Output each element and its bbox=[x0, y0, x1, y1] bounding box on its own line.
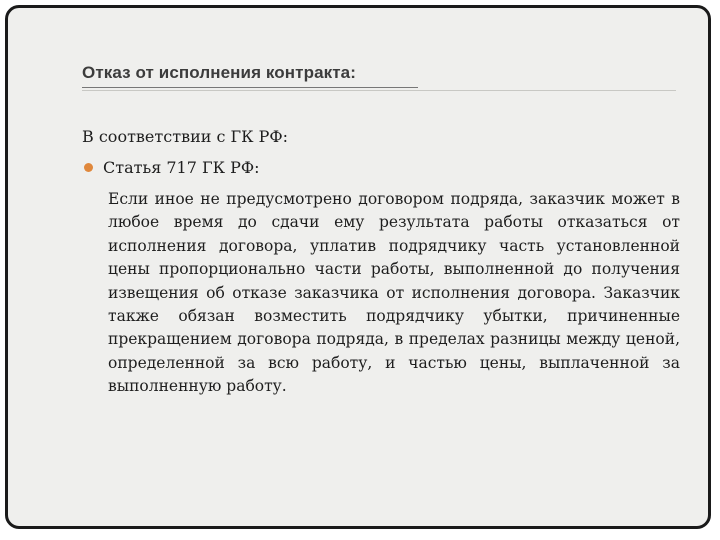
title-divider bbox=[82, 90, 676, 91]
bullet-item bbox=[84, 158, 260, 177]
slide-title: Отказ от исполнения контракта: bbox=[82, 63, 356, 82]
bullet-label: Статья 717 ГК РФ: bbox=[103, 158, 260, 177]
article-body-text: Если иное не предусмотрено договором подряда, заказчик может в любое время до сдачи ему результата работы отказаться от исполнения договора, уплатив подрядчику часть установленной цены пропорционально части работы, выполненной до получения извещения об отказе заказчика от исполнения договора. Заказчик также обязан возместить подрядчику убытки, причиненные прекращением договора подряда, в пределах разницы между ценой, определенной за всю работу, и частью цены, выплаченной за выполненную работу. bbox=[108, 190, 680, 396]
intro-text: В соответствии с ГК РФ: bbox=[82, 127, 289, 146]
bullet-dot-icon bbox=[84, 163, 93, 172]
title-underline bbox=[82, 87, 418, 88]
slide-frame bbox=[5, 5, 711, 529]
